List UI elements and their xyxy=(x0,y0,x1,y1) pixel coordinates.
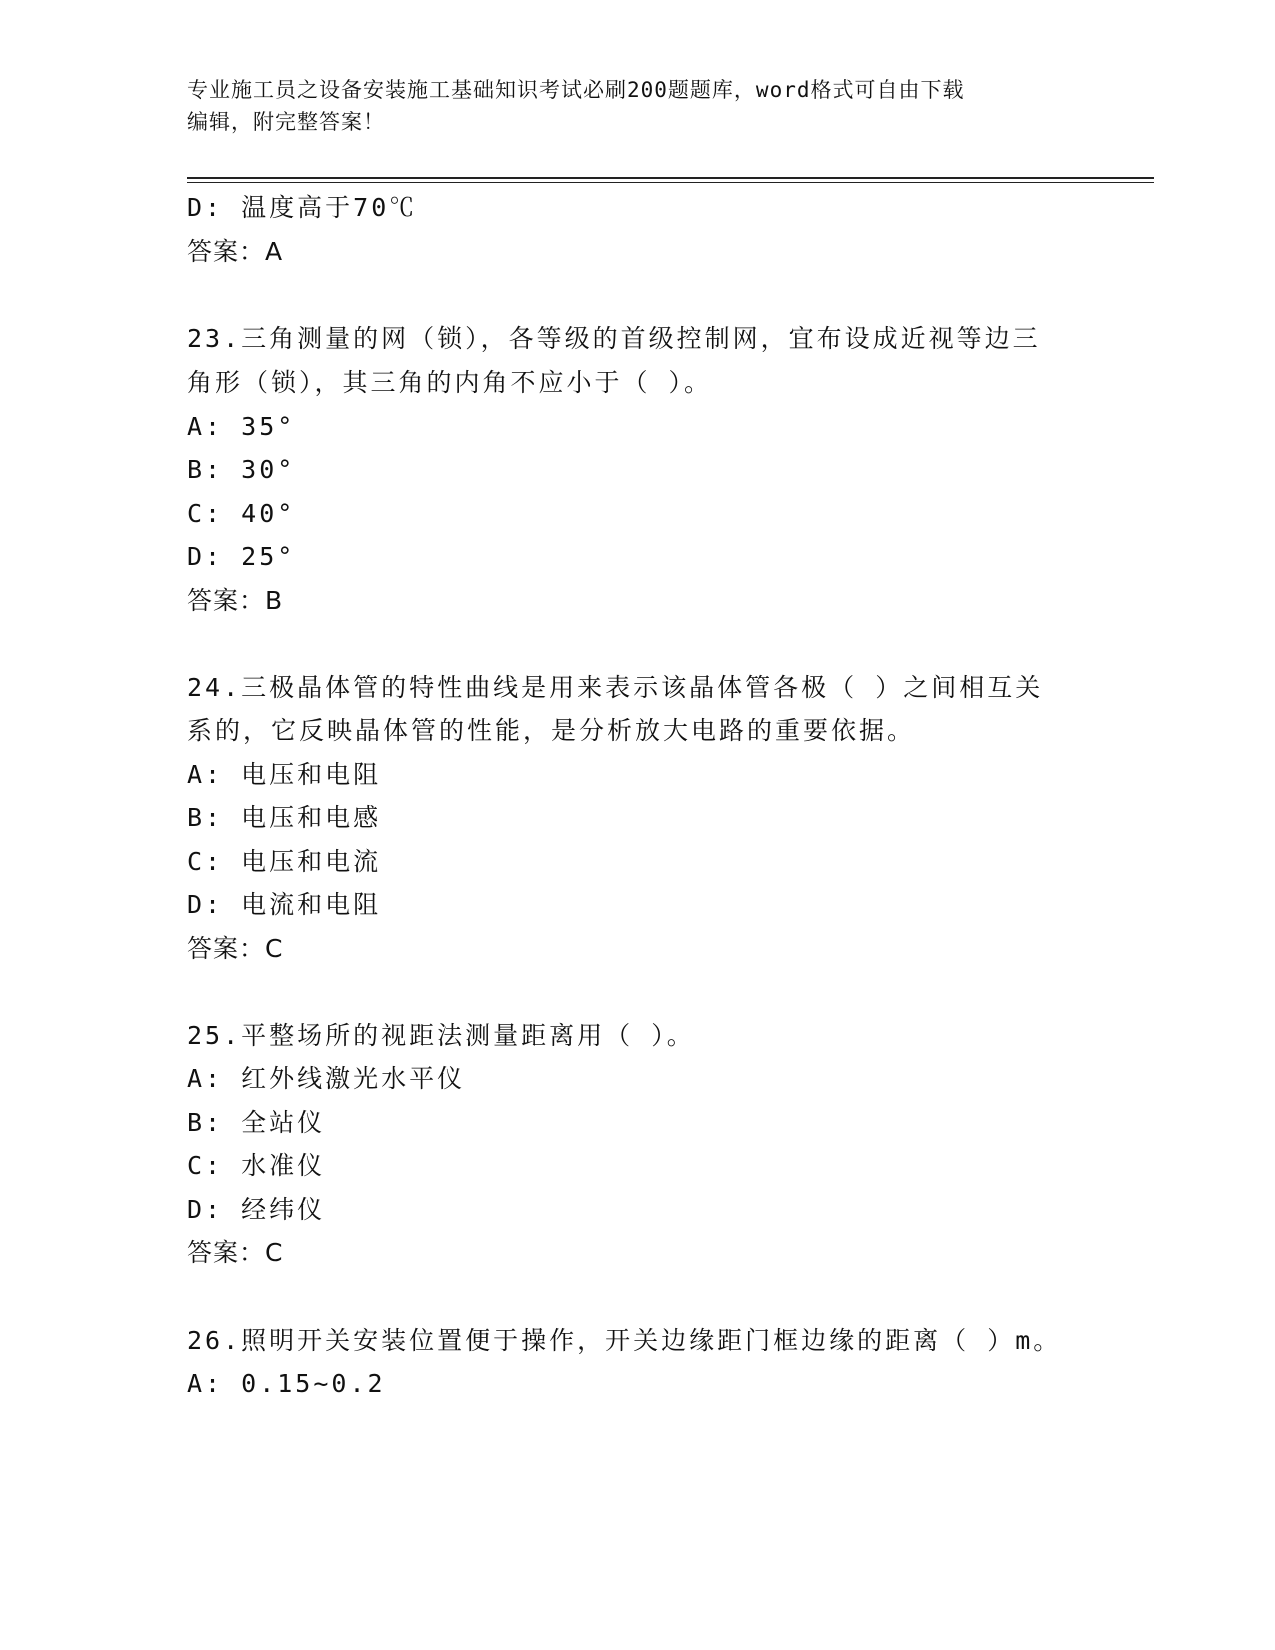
q25-option-a: A: 红外线激光水平仪 xyxy=(187,1064,466,1093)
q23-answer: 答案：B xyxy=(187,586,284,615)
q24-option-a: A: 电压和电阻 xyxy=(187,760,382,789)
q24-option-d: D: 电流和电阻 xyxy=(187,890,382,919)
header-rule-thick xyxy=(187,177,1154,179)
header-line-1: 专业施工员之设备安装施工基础知识考试必刷200题题库，word格式可自由下载 xyxy=(187,78,965,102)
header-line-2: 编辑，附完整答案！ xyxy=(187,110,385,134)
q26-stem-line-1: 26.照明开关安装位置便于操作，开关边缘距门框边缘的距离（ ）m。 xyxy=(187,1326,1062,1355)
document-header xyxy=(187,74,1067,138)
q24-answer: 答案：C xyxy=(187,934,284,963)
q23-option-c: C: 40° xyxy=(187,499,296,528)
q24-stem-line-2: 系的，它反映晶体管的性能，是分析放大电路的重要依据。 xyxy=(187,716,916,745)
q25-answer: 答案：C xyxy=(187,1238,284,1267)
q23-option-d: D: 25° xyxy=(187,542,296,571)
q25-option-d: D: 经纬仪 xyxy=(187,1195,326,1224)
q24-option-c: C: 电压和电流 xyxy=(187,847,382,876)
q25-option-b: B: 全站仪 xyxy=(187,1108,326,1137)
header-rule-thin xyxy=(187,182,1154,183)
q23-stem-line-2: 角形（锁），其三角的内角不应小于（ ）。 xyxy=(187,368,713,397)
q23-stem-line-1: 23.三角测量的网（锁），各等级的首级控制网，宜布设成近视等边三 xyxy=(187,324,1041,353)
q25-stem-line-1: 25.平整场所的视距法测量距离用（ ）。 xyxy=(187,1021,695,1050)
q22-option-d: D: 温度高于70℃ xyxy=(187,193,418,222)
q23-option-a: A: 35° xyxy=(187,412,296,441)
q25-option-c: C: 水准仪 xyxy=(187,1151,326,1180)
q24-option-b: B: 电压和电感 xyxy=(187,803,382,832)
q22-answer: 答案：A xyxy=(187,237,284,266)
q23-option-b: B: 30° xyxy=(187,455,296,484)
q24-stem-line-1: 24.三极晶体管的特性曲线是用来表示该晶体管各极（ ）之间相互关 xyxy=(187,673,1044,702)
q26-option-a: A: 0.15~0.2 xyxy=(187,1369,386,1398)
